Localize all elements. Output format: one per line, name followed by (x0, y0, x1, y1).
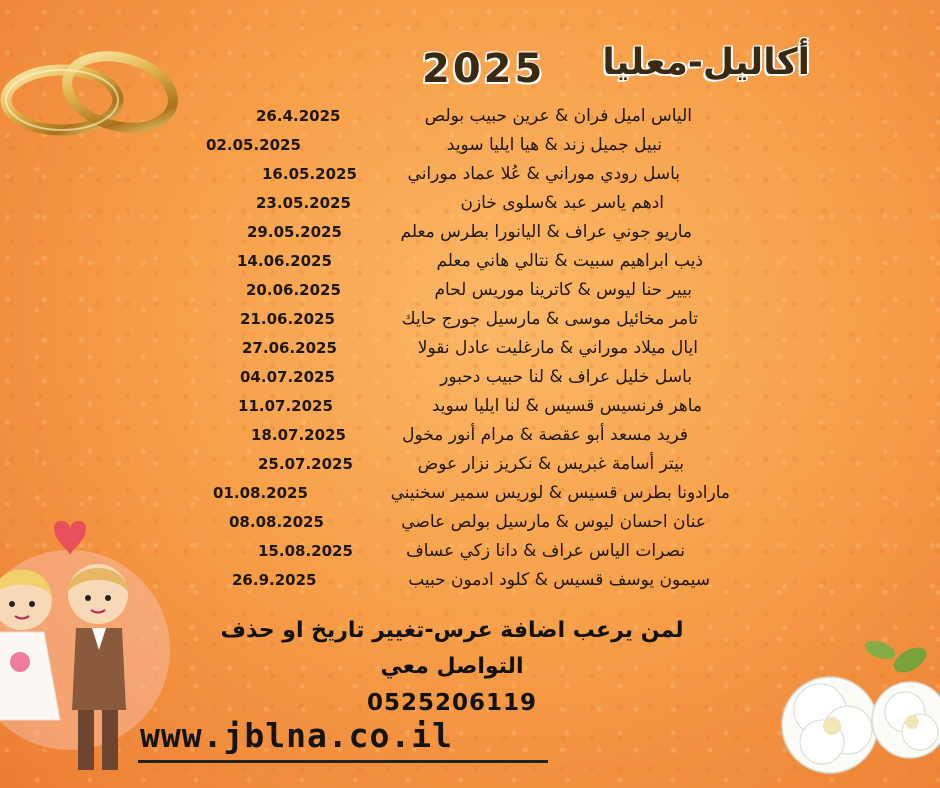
couple-names: فريد مسعد أبو عقصة & مرام أنور مخول (402, 425, 688, 445)
wedding-date: 29.05.2025 (247, 223, 342, 241)
couple-names: ماريو جوني عراف & اليانورا بطرس معلم (400, 222, 692, 242)
list-item (247, 219, 692, 245)
couple-names: نبيل جميل زند & هيا ايليا سويد (446, 135, 662, 155)
couple-names: مارادونا بطرس قسيس & لوريس سمير سخنيني (390, 483, 730, 503)
couple-names: عنان احسان ليوس & مارسيل بولص عاصي (401, 512, 706, 532)
couple-names: الياس اميل فران & عرين حبيب بولص (424, 106, 692, 126)
flowers-icon (760, 630, 940, 788)
couple-names: باسل خليل عراف & لنا حبيب دحبور (440, 367, 692, 387)
couple-names: نصرات الياس عراف & دانا زكي عساف (406, 541, 685, 561)
list-item (262, 161, 680, 187)
wedding-date: 26.4.2025 (256, 107, 341, 125)
wedding-date: 14.06.2025 (237, 252, 332, 270)
wedding-date: 25.07.2025 (258, 455, 353, 473)
list-item (256, 103, 692, 129)
list-item (206, 132, 662, 158)
couple-names: ماهر فرنسيس قسيس & لنا ايليا سويد (431, 396, 702, 416)
list-item (251, 422, 688, 448)
couple-names: تامر مخائيل موسى & مارسيل جورج حايك (401, 309, 698, 329)
list-item (258, 538, 685, 564)
wedding-date: 04.07.2025 (240, 368, 335, 386)
contact-label: التواصل معي (380, 654, 524, 679)
wedding-date: 18.07.2025 (251, 426, 346, 444)
list-item (246, 277, 692, 303)
wedding-date: 15.08.2025 (258, 542, 353, 560)
wedding-date: 27.06.2025 (242, 339, 337, 357)
wedding-rings-icon (0, 44, 190, 144)
wedding-date: 11.07.2025 (238, 397, 333, 415)
list-item (240, 364, 692, 390)
wedding-date: 23.05.2025 (256, 194, 351, 212)
couple-names: ايال ميلاد موراني & مارغليت عادل نقولا (417, 338, 698, 358)
wedding-date: 16.05.2025 (262, 165, 357, 183)
list-item (258, 451, 684, 477)
page-title (418, 42, 818, 98)
wedding-date: 01.08.2025 (213, 484, 308, 502)
list-item (232, 567, 710, 593)
wedding-date: 21.06.2025 (240, 310, 335, 328)
couple-names: سيمون يوسف قسيس & كلود ادمون حبيب (408, 570, 710, 590)
couple-names: باسل رودي موراني & عُلا عماد موراني (407, 164, 680, 184)
list-item (240, 306, 698, 332)
wedding-date: 08.08.2025 (229, 513, 324, 531)
list-item (256, 190, 664, 216)
couple-names: ادهم ياسر عبد &سلوى خازن (460, 193, 664, 213)
contact-instructions: لمن يرعب اضافة عرس-تغيير تاريخ او حذف (220, 618, 684, 643)
list-item (242, 335, 698, 361)
list-item (213, 480, 730, 506)
couple-names: بيير حنا ليوس & كاترينا موريس لحام (434, 280, 692, 300)
list-item (237, 248, 703, 274)
wedding-date: 20.06.2025 (246, 281, 341, 299)
couple-illustration-icon (0, 500, 170, 788)
phone-number: 0525206119 (366, 690, 538, 716)
title-text: أكاليل-معليا (602, 42, 810, 83)
couple-names: ذيب ابراهيم سبيت & نتالي هاني معلم (436, 251, 703, 271)
website-underline (138, 760, 548, 763)
list-item (238, 393, 702, 419)
wedding-date: 02.05.2025 (206, 136, 301, 154)
couple-names: بيتر أسامة غبريس & نكريز نزار عوض (417, 454, 684, 474)
wedding-date: 26.9.2025 (232, 571, 317, 589)
list-item (229, 509, 706, 535)
website-link[interactable]: www.jblna.co.il (140, 716, 454, 755)
title-year: 2025 (422, 46, 546, 92)
